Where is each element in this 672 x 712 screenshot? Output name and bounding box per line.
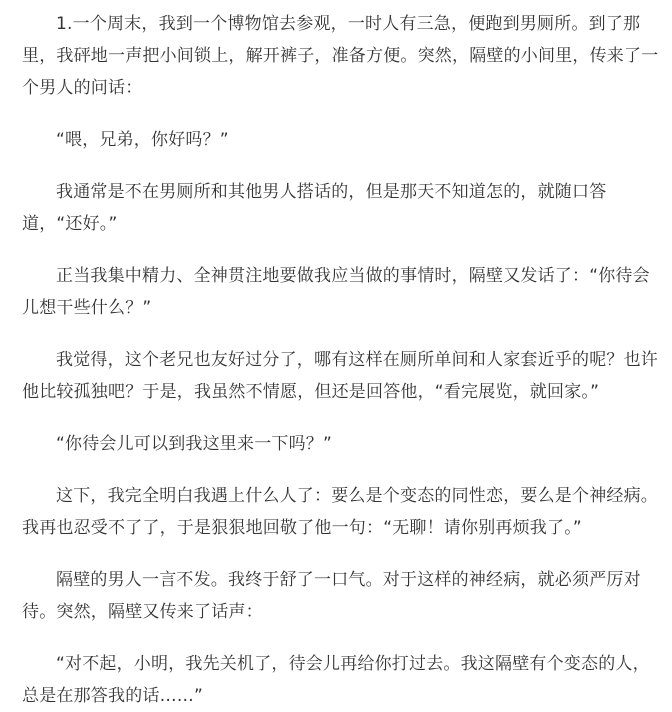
story-paragraph-2: “喂，兄弟，你好吗？” [56,130,229,150]
story-paragraph-4: 正当我集中精力、全神贯注地要做我应当做的事情时，隔壁又发话了：“你待会儿想干些什么？” [22,266,650,318]
story-paragraph-8: 隔壁的男人一言不发。我终于舒了一口气。对于这样的神经病，就必须严厉对待。突然，隔壁又传来了话声： [22,570,641,622]
story-paragraph-9: “对不起，小明，我先关机了，待会儿再给你打过去。我这隔壁有个变态的人，总是在那答我的话……” [22,654,650,706]
story-article [22,8,662,712]
story-paragraph-6: “你待会儿可以到我这里来一下吗？” [56,434,333,454]
story-paragraph-3: 我通常是不在男厕所和其他男人搭话的，但是那天不知道怎的，就随口答道，“还好。” [22,182,607,234]
story-paragraph-1: 1.一个周末，我到一个博物馆去参观，一时人有三急，便跑到男厕所。到了那里，我砰地一声把小间锁上，解开裤子，准备方便。突然，隔壁的小间里，传来了一个男人的问话： [22,14,659,98]
story-paragraph-7: 这下，我完全明白我遇上什么人了：要么是个变态的同性恋，要么是个神经病。我再也忍受不了了，于是狠狠地回敬了他一句：“无聊！请你别再烦我了。” [22,486,658,538]
story-paragraph-5: 我觉得，这个老兄也友好过分了，哪有这样在厕所单间和人家套近乎的呢？也许他比较孤独吧？于是，我虽然不情愿，但还是回答他，“看完展览，就回家。” [22,350,658,402]
